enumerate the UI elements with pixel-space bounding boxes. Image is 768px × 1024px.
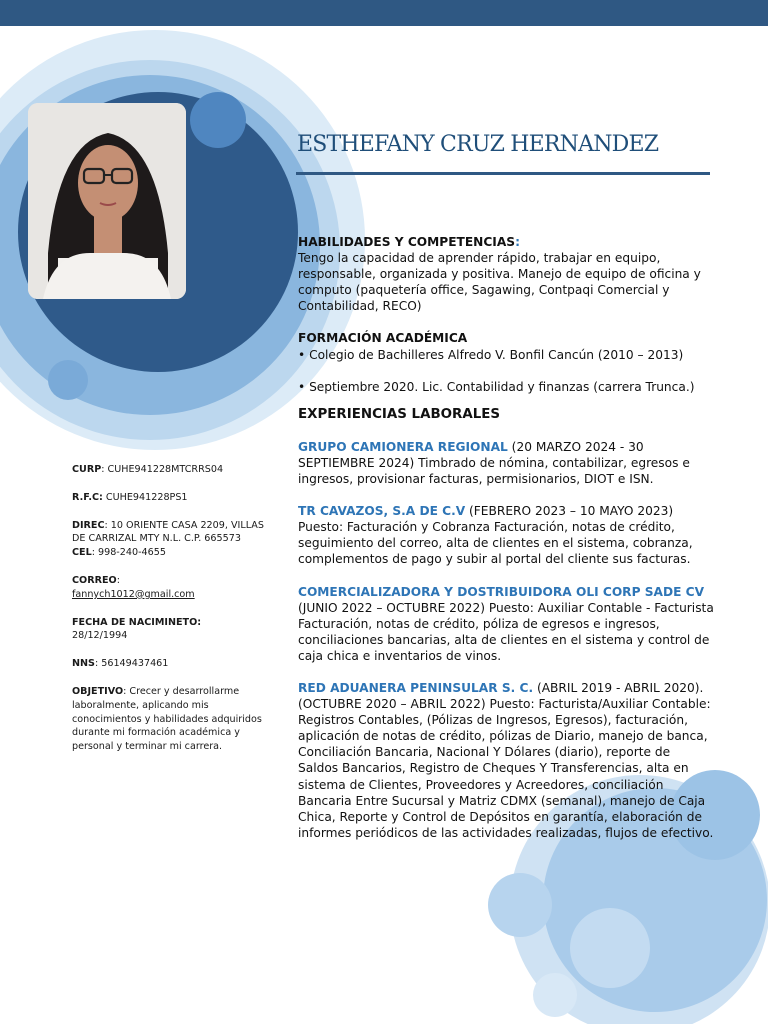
- birthdate-label-text: FECHA DE NACIMINETO:: [72, 616, 202, 628]
- name-underline: [296, 172, 710, 175]
- rfc-label: R.F.C:: [72, 491, 103, 503]
- cel-label: CEL: [72, 547, 92, 559]
- curp-label: CURP: [72, 464, 102, 475]
- nns-value: : 56149437461: [94, 658, 169, 670]
- skills-text: Tengo la capacidad de aprender rápido, trabajar en equipo, responsable, organizada y positiva. Manejo de equipo de oficina y computo (paquetería office, Sagawing, Contpaqi Comercial y Contabilidad, RECO): [298, 251, 701, 314]
- experience-heading: EXPERIENCIAS LABORALES: [298, 406, 501, 422]
- job-entry-4: [298, 680, 714, 841]
- education-item-2: • Septiembre 2020. Lic. Contabilidad y finanzas (carrera Trunca.): [298, 379, 695, 394]
- education-heading: FORMACIÓN ACADÉMICA: [298, 331, 468, 346]
- deco-circle-br-mid: [570, 908, 650, 988]
- main-content: [298, 234, 714, 841]
- nns-line: [72, 657, 272, 671]
- email-link[interactable]: fannych1012@gmail.com: [72, 588, 195, 600]
- objective-line: [72, 685, 272, 754]
- education-item-1: • Colegio de Bachilleres Alfredo V. Bonfil Cancún (2010 – 2013): [298, 347, 684, 362]
- job-company-3: COMERCIALIZADORA Y DOSTRIBUIDORA OLI CORP SADE CV: [298, 584, 705, 599]
- skills-heading-text: HABILIDADES Y COMPETENCIAS: [298, 235, 516, 249]
- job-details-2: (FEBRERO 2023 – 10 MAYO 2023) Puesto: Facturación y Cobranza Facturación, notas de crédito, seguimiento del correo, alta de clientes en el sistema, cobranza, complementos de pago y subir al portal del cliente sus facturas.: [298, 504, 693, 567]
- deco-circle-br-bottom: [533, 973, 577, 1017]
- skills-heading-colon: :: [515, 235, 520, 249]
- deco-circle-bubble: [48, 360, 88, 400]
- job-entry-2: [298, 503, 714, 567]
- job-details-4: (ABRIL 2019 - ABRIL 2020). (OCTUBRE 2020 – ABRIL 2022) Puesto: Facturista/Auxiliar Contable: Registros Contables, (Pólizas de Ingresos, Egresos), facturación, aplicación de notas de crédito, pólizas de Diario, manejo de banca, Conciliación Bancaria, Nacional Y Dólares (diario), reporte de Saldos Bancarios, Registro de Cheques Y Transferencias, alta en sistema de Clientes, Proveedores y Acreedores, conciliación Bancaria Entre Sucursal y Matriz CDMX (semanal), manejo de Caja Chica, Reporte y Control de Depósitos en garantía, elaboración de informes periódicos de las actividades realizadas, flujos de efectivo.: [298, 680, 714, 840]
- contact-sidebar: [72, 463, 272, 754]
- birthdate-value: 28/12/1994: [72, 630, 128, 642]
- profile-photo: [28, 103, 186, 299]
- skills-heading: [298, 234, 714, 250]
- candidate-name: ESTHEFANY CRUZ HERNANDEZ: [297, 132, 659, 157]
- direc-value: : 10 ORIENTE CASA 2209, VILLAS DE CARRIZAL MTY N.L. C.P. 665573: [72, 519, 264, 545]
- objective-label: OBJETIVO: [72, 685, 124, 697]
- correo-label: CORREO: [72, 574, 117, 586]
- curp-line: [72, 463, 272, 477]
- objective-value: : Crecer y desarrollarme laboralmente, aplicando mis conocimientos y habilidades adquiridos durante mi formación académica y personal y terminar mi carrera.: [72, 685, 262, 753]
- deco-circle-br-left: [488, 873, 552, 937]
- rfc-line: [72, 491, 272, 505]
- nns-label: NNS: [72, 658, 95, 670]
- correo-colon: :: [116, 574, 120, 586]
- job-company-4: RED ADUANERA PENINSULAR S. C.: [298, 680, 534, 695]
- job-entry-1: [298, 439, 714, 487]
- correo-line: [72, 574, 272, 588]
- job-entry-3: [298, 584, 714, 664]
- cel-value: : 998-240-4655: [91, 547, 166, 559]
- job-details-3: (JUNIO 2022 – OCTUBRE 2022) Puesto: Auxiliar Contable - Facturista Facturación, notas de crédito, póliza de egresos e ingresos, conciliaciones bancarias, alta de clientes en el sistema y control de caja chica e inventarios de vinos.: [298, 600, 714, 663]
- direc-label: DIREC: [72, 519, 105, 531]
- cel-line: [72, 546, 272, 560]
- deco-circle-small: [190, 92, 246, 148]
- job-details-1: (20 MARZO 2024 - 30 SEPTIEMBRE 2024) Timbrado de nómina, contabilizar, egresos e ingresos, provisionar facturas, permisionarios, DIOT e ISN.: [298, 439, 690, 487]
- rfc-value: CUHE941228PS1: [102, 491, 188, 503]
- birthdate-label: [72, 616, 272, 630]
- job-company-1: GRUPO CAMIONERA REGIONAL: [298, 439, 508, 454]
- person-illustration: [28, 103, 186, 299]
- direc-line: [72, 519, 272, 547]
- job-company-2: TR CAVAZOS, S.A DE C.V: [298, 504, 466, 519]
- curp-value: : CUHE941228MTCRRS04: [101, 464, 224, 475]
